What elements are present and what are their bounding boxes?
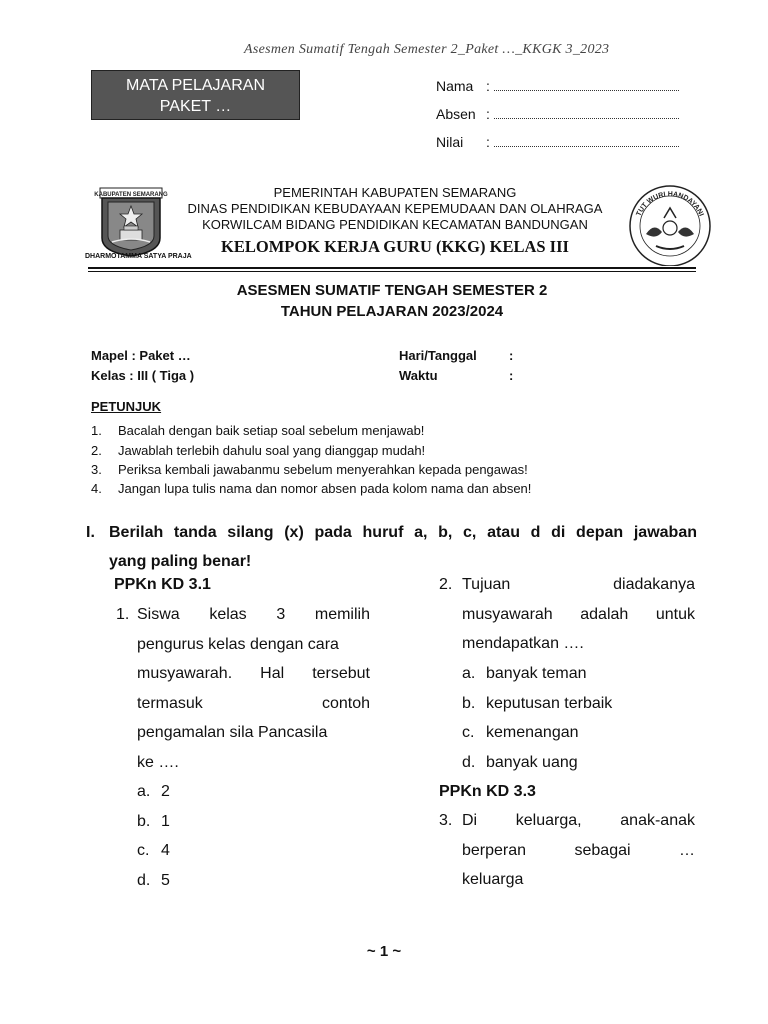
kd-heading: PPKn KD 3.3: [439, 783, 536, 800]
section-instruction-line2: yang paling benar!: [109, 553, 252, 570]
mapel-info: Mapel : Paket …: [91, 348, 191, 363]
waktu-label: Waktu: [399, 368, 438, 383]
subject-line: MATA PELAJARAN: [126, 77, 265, 94]
subject-box: [91, 70, 300, 120]
nilai-field: [436, 134, 679, 150]
question-2: Tujuan diadakanya musyawarah adalah untuk mendapatkan ….: [462, 576, 695, 652]
tut-wuri-handayani-logo-icon: [626, 182, 714, 266]
instruction-item: 2. Jawablah terlebih dahulu soal yang dianggap mudah!: [91, 443, 426, 458]
name-blank[interactable]: [494, 80, 679, 91]
question-2-options: [462, 659, 612, 777]
running-header: Asesmen Sumatif Tengah Semester 2_Paket …_KKGK 3_2023: [244, 42, 610, 57]
exam-title: ASESMEN SUMATIF TENGAH SEMESTER 2: [236, 282, 548, 299]
nilai-label: Nilai: [436, 134, 464, 150]
option[interactable]: c. kemenangan: [462, 724, 579, 741]
logo-arc-text: TUT WURI HANDAYANI: [635, 190, 705, 218]
section-instruction-line1: Berilah tanda silang (x) pada huruf a, b, c, atau d di depan jawaban: [109, 524, 697, 541]
instruction-item: 4. Jangan lupa tulis nama dan nomor absen pada kolom nama dan absen!: [91, 481, 532, 496]
colon: :: [486, 134, 490, 150]
name-label: Nama: [436, 78, 474, 94]
question-1-options: [137, 777, 170, 895]
question-number: 2.: [439, 576, 453, 593]
nilai-blank[interactable]: [494, 136, 679, 147]
instructions-heading: PETUNJUK: [91, 399, 162, 414]
letterhead-rule-thin: [88, 271, 696, 272]
page-number: ~ 1 ~: [366, 943, 402, 960]
option[interactable]: a. 2: [137, 783, 170, 800]
option[interactable]: b. keputusan terbaik: [462, 694, 613, 712]
package-line: PAKET …: [159, 98, 232, 115]
option[interactable]: c. 4: [137, 842, 170, 859]
kelas-info: Kelas : III ( Tiga ): [91, 368, 195, 383]
option[interactable]: a. banyak teman: [462, 665, 587, 682]
colon: :: [486, 106, 490, 122]
question-number: 1.: [116, 606, 130, 623]
instruction-item: 1. Bacalah dengan baik setiap soal sebelum menjawab!: [91, 423, 425, 438]
kd-heading: PPKn KD 3.1: [114, 576, 211, 593]
hari-tanggal-label: Hari/Tanggal: [399, 348, 477, 363]
option[interactable]: b. 1: [137, 812, 170, 830]
absen-label: Absen: [436, 106, 476, 122]
colon: :: [509, 348, 514, 363]
name-field: [436, 78, 679, 94]
absen-blank[interactable]: [494, 108, 679, 119]
option[interactable]: d. 5: [137, 871, 170, 889]
question-3: Di keluarga, anak-anak berperan sebagai … keluarga: [462, 812, 695, 888]
logo-top-text: KABUPATEN SEMARANG: [94, 192, 168, 198]
logo-caption: DHARMOTAMMA SATYA PRAJA: [85, 253, 192, 260]
kkg-title: KELOMPOK KERJA GURU (KKG) KELAS III: [221, 237, 569, 256]
question-number: 3.: [439, 812, 453, 829]
option[interactable]: d. banyak uang: [462, 753, 578, 771]
gov-line-2: DINAS PENDIDIKAN KEBUDAYAAN KEPEMUDAAN DAN OLAHRAGA: [187, 201, 603, 216]
school-year: TAHUN PELAJARAN 2023/2024: [280, 303, 504, 320]
gov-line-3: KORWILCAM BIDANG PENDIDIKAN KECAMATAN BANDUNGAN: [202, 217, 588, 232]
colon: :: [509, 368, 514, 383]
instruction-item: 3. Periksa kembali jawabanmu sebelum menyerahkan kepada pengawas!: [91, 462, 528, 477]
colon: :: [486, 78, 490, 94]
question-1: Siswa kelas 3 memilih pengurus kelas dengan cara musyawarah. Hal tersebut termasuk contoh pengamalan sila Pancasila ke ….: [137, 606, 370, 771]
gov-line-1: PEMERINTAH KABUPATEN SEMARANG: [273, 185, 517, 200]
section-number: I.: [86, 524, 95, 541]
letterhead-rule: [88, 267, 696, 269]
absen-field: [436, 106, 679, 122]
kabupaten-semarang-logo-icon: [94, 186, 168, 258]
